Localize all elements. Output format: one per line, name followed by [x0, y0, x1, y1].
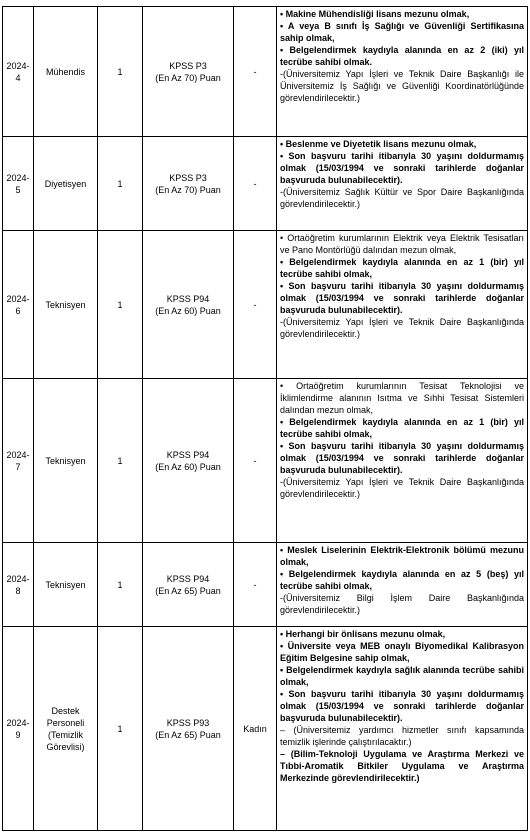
score-min: (En Az 70) Puan — [155, 184, 221, 195]
position-count: 1 — [98, 379, 143, 543]
position-code: 2024-9 — [3, 627, 34, 831]
requirement-item: -(Üniversitemiz Yapı İşleri ve Teknik Daire Başkanlığı ile Üniversitemiz İş Sağlığı ve Güvenliği Koordinatörlüğünde görevlendirilecektir.) — [280, 69, 524, 103]
position-score — [143, 231, 234, 379]
requirement-item: • Belgelendirmek kaydıyla alanında en az 5 (beş) yıl tecrübe sahibi olmak, — [280, 569, 524, 591]
position-extra: Kadın — [234, 627, 277, 831]
position-extra: - — [234, 543, 277, 627]
requirement-item: • Son başvuru tarihi itibarıyla 30 yaşını doldurmamış olmak (15/03/1994 ve sonraki tarihlerde doğanlar başvuruda bulunabilecektir). — [280, 151, 524, 185]
position-code: 2024-6 — [3, 231, 34, 379]
score-min: (En Az 70) Puan — [155, 72, 221, 83]
requirement-item: -(Üniversitemiz Bilgi İşlem Daire Başkanlığında görevlendirilecektir.) — [280, 593, 524, 615]
position-count: 1 — [98, 7, 143, 137]
requirement-item: • Beslenme ve Diyetetik lisans mezunu olmak, — [280, 139, 477, 149]
table-row — [3, 543, 528, 627]
requirement-item: -(Üniversitemiz Yapı İşleri ve Teknik Daire Başkanlığında görevlendirilecektir.) — [280, 477, 524, 499]
position-title: Mühendis — [34, 7, 98, 137]
requirement-item: • Son başvuru tarihi itibarıyla 30 yaşını doldurmamış olmak (15/03/1994 ve sonraki tarihlerde doğanlar başvuruda bulunabilecektir). — [280, 689, 524, 723]
position-requirements — [277, 137, 528, 231]
table-row — [3, 231, 528, 379]
requirement-item: • Meslek Liselerinin Elektrik-Elektronik bölümü mezunu olmak, — [280, 545, 524, 567]
position-score — [143, 379, 234, 543]
position-requirements — [277, 7, 528, 137]
position-title: Teknisyen — [34, 379, 98, 543]
requirement-item: • Belgelendirmek kaydıyla alanında en az 2 (iki) yıl tecrübe sahibi olmak. — [280, 45, 524, 67]
position-score — [143, 543, 234, 627]
requirement-item: – (Bilim-Teknoloji Uygulama ve Araştırma Merkezi ve Tıbbi-Aromatik Bitkiler Uygulama ve Araştırma Merkezinde görevlendirilecektir.) — [280, 749, 524, 783]
requirement-item: • Belgelendirmek kaydıyla alanında en az 1 (bir) yıl tecrübe sahibi olmak, — [280, 257, 524, 279]
position-title: Teknisyen — [34, 231, 98, 379]
position-extra: - — [234, 379, 277, 543]
position-title: Destek Personeli (Temizlik Görevlisi) — [34, 627, 98, 831]
score-type: KPSS P94 — [166, 293, 210, 304]
position-extra: - — [234, 7, 277, 137]
position-count: 1 — [98, 137, 143, 231]
score-type: KPSS P94 — [166, 573, 210, 584]
positions-table-body — [3, 7, 528, 831]
requirement-item: -(Üniversitemiz Sağlık Kültür ve Spor Daire Başkanlığında görevlendirilecektir.) — [280, 187, 524, 209]
requirement-item: • Ortaöğretim kurumlarının Tesisat Teknolojisi ve İklimlendirme alanının Isıtma ve Sıhhi Tesisat Sistemleri dalından mezun olmak, — [280, 381, 524, 415]
position-requirements — [277, 627, 528, 831]
position-extra: - — [234, 231, 277, 379]
position-score — [143, 137, 234, 231]
position-code: 2024-8 — [3, 543, 34, 627]
requirement-item: • Belgelendirmek kaydıyla sağlık alanında tecrübe sahibi olmak, — [280, 665, 524, 687]
position-code: 2024-5 — [3, 137, 34, 231]
position-count: 1 — [98, 231, 143, 379]
position-count: 1 — [98, 627, 143, 831]
requirement-item: • A veya B sınıfı İş Sağlığı ve Güvenliği Sertifikasına sahip olmak, — [280, 21, 524, 43]
position-score — [143, 7, 234, 137]
score-type: KPSS P3 — [169, 172, 207, 183]
score-min: (En Az 65) Puan — [155, 729, 221, 740]
score-type: KPSS P3 — [169, 60, 207, 71]
table-row — [3, 7, 528, 137]
position-code: 2024-4 — [3, 7, 34, 137]
position-extra: - — [234, 137, 277, 231]
position-requirements — [277, 231, 528, 379]
position-requirements — [277, 379, 528, 543]
score-min: (En Az 60) Puan — [155, 305, 221, 316]
requirement-item: • Son başvuru tarihi itibarıyla 30 yaşını doldurmamış olmak (15/03/1994 ve sonraki tarihlerde doğanlar başvuruda bulunabilecektir). — [280, 441, 524, 475]
requirement-item: • Son başvuru tarihi itibarıyla 30 yaşını doldurmamış olmak (15/03/1994 ve sonraki tarihlerde doğanlar başvuruda bulunabilecektir). — [280, 281, 524, 315]
requirement-item: • Belgelendirmek kaydıyla alanında en az 1 (bir) yıl tecrübe sahibi olmak, — [280, 417, 524, 439]
score-min: (En Az 60) Puan — [155, 461, 221, 472]
position-score — [143, 627, 234, 831]
requirement-item: • Herhangi bir önlisans mezunu olmak, — [280, 629, 446, 639]
position-code: 2024-7 — [3, 379, 34, 543]
table-row — [3, 627, 528, 831]
position-count: 1 — [98, 543, 143, 627]
requirement-item: • Ortaöğretim kurumlarının Elektrik veya Elektrik Tesisatları ve Pano Montörlüğü dalından mezun olmak, — [280, 233, 524, 255]
requirement-item: • Üniversite veya MEB onaylı Biyomedikal Kalibrasyon Eğitim Belgesine sahip olmak, — [280, 641, 524, 663]
requirement-item: -(Üniversitemiz Yapı İşleri ve Teknik Daire Başkanlığında görevlendirilecektir.) — [280, 317, 524, 339]
position-title: Teknisyen — [34, 543, 98, 627]
table-row — [3, 137, 528, 231]
score-type: KPSS P93 — [166, 717, 210, 728]
requirement-item: – (Üniversitemiz yardımcı hizmetler sınıfı kapsamında temizlik işlerinde çalıştırılacaktır.) — [280, 725, 524, 747]
position-requirements — [277, 543, 528, 627]
positions-table — [2, 6, 528, 831]
position-title: Diyetisyen — [34, 137, 98, 231]
requirement-item: • Makine Mühendisliği lisans mezunu olmak, — [280, 9, 470, 19]
score-min: (En Az 65) Puan — [155, 585, 221, 596]
score-type: KPSS P94 — [166, 449, 210, 460]
table-row — [3, 379, 528, 543]
